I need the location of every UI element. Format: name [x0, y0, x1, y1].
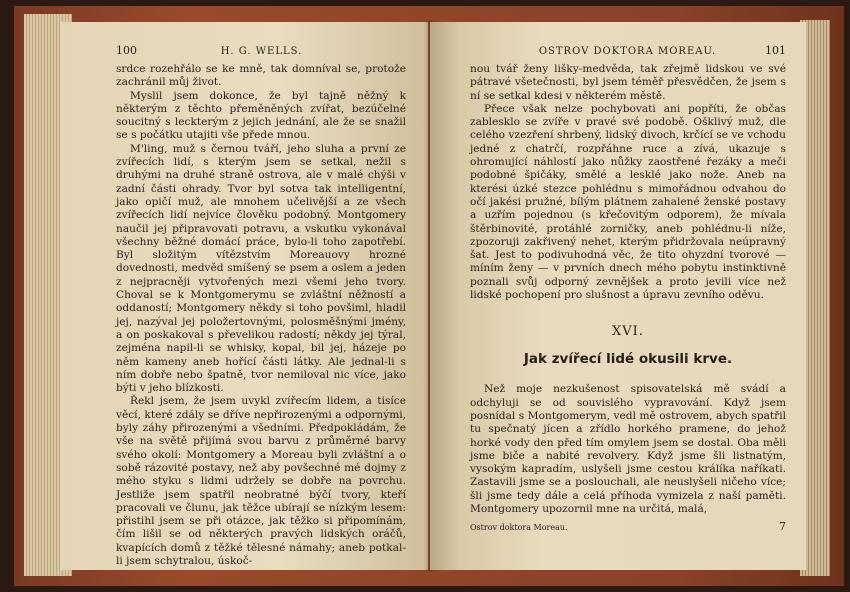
left-page-number: 100	[116, 44, 137, 57]
paragraph: Než moje nezkušenost spisovatelská mě svádí a odchyluji se od souvislého vypravování. Když jsem posnídal s Montgomerym, vedl mě ostrovem, abych spatřil tu spečnatý jícen a zřídlo horkého pramene, do jehož horké vody den před tím omylem jsem se dostal. Oba měli jsme biče a nabité revolvery. Když jsme šli listnatým, vysokým kapradím, uslyšeli jsme cestou králíka naříkati. Zastavili jsme se a poslouchali, ale neuslyšeli ničeho více; šli jsme tedy dále a celá příhoda vymizela z naší paměti. Montgomery upozornil mne na určitá, malá,	[470, 383, 786, 516]
footer-book-title: Ostrov doktora Moreau.	[470, 523, 568, 533]
chapter-title: Jak zvířecí lidé okusili krve.	[523, 351, 733, 368]
signature-mark: 7	[779, 520, 786, 534]
right-page-header	[470, 44, 786, 57]
paragraph: Přece však nelze pochybovati ani popříti, že občas zablesklo se zvíře v pravé své podobě. Ošklivý muž, dle celého vzezření shrbený, lidský divoch, krčící se ve vchodu jedné z chatrčí, rozpřáhne ruce a zívá, ukazuje s ohromující náhlostí jako nůžky zaostřené řezáky a meči podobné špičáky, smělé a lesklé jako nože. Aneb na kterési úzké stezce pohlédnu s mimořádnou odvahou do očí jakési pružné, bílým plátnem zahalené ženské postavy a uzřím pojednou (s křečovitým odporem), že mívala štěrbinovité, protáhlé zorničky, aneb pohlédnu-li níže, zpozoruji zakřivený nehet, kterým přidržovala neúpravný šat. Jest to podivuhodná věc, že tito ohyzdní tvorové — míním ženy — v prvních dnech mého pobytu instinktivně poznali svůj odporný zevnějšek a proto jevili více než lidské pochopení pro slušnost a úpravu zevního oděvu.	[470, 102, 786, 302]
paragraph: nou tvář ženy lišky-medvěda, tak zřejmě lidskou ve své pátravé všetečnosti, byl jsem téměř přesvědčen, že jsem s ní se setkal kdesi v některém městě.	[470, 63, 786, 102]
left-page-header	[116, 44, 406, 57]
right-page-body	[470, 63, 786, 516]
left-running-head: H. G. WELLS.	[220, 46, 303, 57]
paragraph: srdce rozehřálo se ke mně, tak domníval se, protože zachránil můj život.	[116, 63, 406, 89]
right-page	[430, 22, 806, 570]
chapter-number: XVI.	[612, 324, 644, 340]
left-page	[60, 22, 428, 570]
left-page-body	[116, 63, 406, 568]
right-page-footer	[470, 520, 786, 533]
right-running-head: OSTROV DOKTORA MOREAU.	[538, 46, 717, 57]
paragraph: Myslil jsem dokonce, že byl tajně něžný k některým z těchto přeměněných zvířat, bezúčelné soucitný s leckterým z jejich jednání, ale že se snažil se s počátku utajiti vše přede mnou.	[116, 89, 406, 142]
paragraph: Řekl jsem, že jsem uvykl zvířecím lidem, a tisíce věcí, které zdály se dříve nepřirozenými a odpornými, byly záhy přirozenými a všedními. Předpokládám, že vše na světě přijímá svou barvu z průměrné barvy svého okolí: Montgomery a Moreau byli zvláštní a o sobě rázovité postavy, než aby povšechné mé dojmy z mého styku s lidmi udržely se dobře na povrchu. Jestliže jsem spatřil neobratné býčí tvory, kteří pracovali ve člunu, jak těžce ubírají se nízkým lesem: přistihl jsem se při otázce, jak těžko si připomínám, čím lišil se od některých pravých lidských oráčů, kvapících domů z těžké tělesné námahy; aneb potkal-li jsem schytralou, úskoč-	[116, 395, 406, 567]
right-page-number: 101	[765, 44, 786, 57]
paragraph: M'ling, muž s černou tváří, jeho sluha a první ze zvířecích lidí, s kterým jsem se setkal, nežil s druhými na druhé straně ostrova, ale v malé chýši v zadní části ohrady. Tvor byl sotva tak intelligentní, jako opičí muž, ale mnohem učelivější a ze všech zvířecích lidí nejvíce člověku podobný. Montgomery naučil jej připravovati potravu, a vskutku vykonával všechny běžné domácí práce, bylo-li toho zapotřebí. Byl složitým vítězstvím Moreauovy hrozné dovednosti, medvěd smíšený se psem a oslem a jeden z nejpracněji vytvořených mezi všemi jeho tvory. Choval se k Montgomerymu se zvláštní něžností a oddaností; Montgomery někdy si toho povšiml, hladil jej, nazýval jej položertovnými, polosměšnými jmény, a on poskakoval s převelikou radostí; někdy jej týral, zejména napil-li se whisky, kopal, bil jej, házeje po něm kameny aneb hořící části látky. Ale jednal-li s ním dobře nebo špatně, tvor nemiloval nic více, jako býti v jeho blízkosti.	[116, 142, 406, 395]
